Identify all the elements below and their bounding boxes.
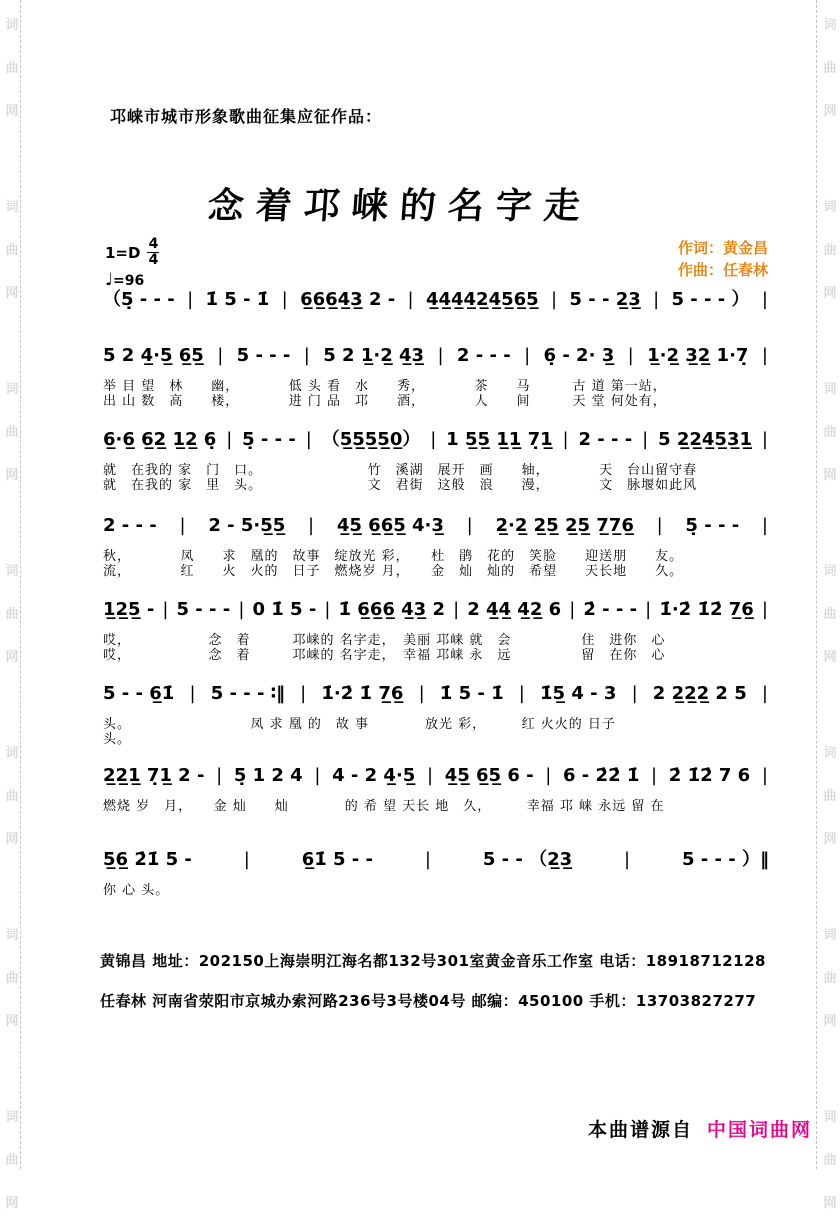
barline: | xyxy=(761,515,768,536)
watermark-char: 网 xyxy=(823,104,837,119)
measure: 5 2̲2̲4̲5̲3̲1̲ xyxy=(658,429,752,450)
barline: | xyxy=(651,765,658,786)
watermark-char: 曲 xyxy=(5,425,19,440)
measure: 1̲2̲5̲ - xyxy=(103,599,155,620)
watermark-text xyxy=(821,1096,839,1225)
measure: 2 - - - xyxy=(456,345,511,366)
watermark-char: 网 xyxy=(5,1196,19,1211)
measure: 5̣ 1 2 4 xyxy=(233,765,303,786)
lyricist-credit: 作词：黄金昌 xyxy=(677,239,768,257)
watermark-char: 词 xyxy=(5,1110,19,1125)
barline: | xyxy=(187,289,194,310)
source-attribution xyxy=(588,1115,812,1142)
barline: | xyxy=(761,683,768,704)
barline: | xyxy=(418,683,425,704)
measure: 1̇·2̇ 1̇ 7̲6̲ xyxy=(321,683,404,704)
watermark-char: 词 xyxy=(5,564,19,579)
time-signature xyxy=(147,238,159,267)
barline: | xyxy=(624,849,631,870)
barline: | xyxy=(645,599,652,620)
time-signature-bottom: 4 xyxy=(148,252,159,268)
barline: | xyxy=(407,289,414,310)
watermark-text xyxy=(821,4,839,133)
measure: 5 - - 6̲1̇ xyxy=(103,683,175,704)
lyrics-line: 就 在我的 家 门 口。 竹 溪湖 展开 画 轴， 天 台山留守春 xyxy=(103,463,698,478)
watermark-char: 曲 xyxy=(823,1153,837,1168)
barline: | xyxy=(761,599,768,620)
barline: | xyxy=(761,345,768,366)
measure: 1̇5̲ 4 - 3 xyxy=(540,683,617,704)
notation-line xyxy=(103,344,769,368)
lyrics-line: 哎， 念 着 邛崃的 名字走， 幸福 邛崃 永 远 留 在你 心 xyxy=(103,648,666,663)
measure: 4 - 2 4̲·5̲ xyxy=(332,765,416,786)
music-system xyxy=(103,428,769,493)
barline: | xyxy=(653,289,660,310)
barline: | xyxy=(305,429,312,450)
barline: | xyxy=(562,429,569,450)
measure: 1̇ 5 - 1̇ xyxy=(439,683,504,704)
measure: 6̲1̇ 5 - - xyxy=(301,849,374,870)
barline: | xyxy=(631,683,638,704)
watermark-char: 曲 xyxy=(5,243,19,258)
watermark-char: 曲 xyxy=(823,607,837,622)
measure: 2̇ 1̇2̇ 7 6 xyxy=(668,765,751,786)
barline: | xyxy=(314,765,321,786)
barline: | xyxy=(216,765,223,786)
composer-credit: 作曲：任春林 xyxy=(677,261,768,279)
credits-block xyxy=(678,237,768,281)
barline: | xyxy=(162,599,169,620)
watermark-column-left xyxy=(3,0,21,1211)
watermark-char: 网 xyxy=(5,832,19,847)
measure: 5̲6̲ 2̇1̇ 5 - xyxy=(103,849,192,870)
music-system xyxy=(103,288,769,312)
key-signature: 1=D xyxy=(105,243,141,262)
watermark-char: 曲 xyxy=(5,61,19,76)
watermark-column-right xyxy=(821,0,839,1211)
measure: 6̲·6̲ 6̲2̲ 1̲2̲ 6̣ xyxy=(103,429,217,450)
measure: 1̇ 6̲6̲6̲ 4̲3̲ 2 xyxy=(338,599,445,620)
watermark-char: 网 xyxy=(823,650,837,665)
lyrics-line: 就 在我的 家 里 头。 文 君街 这般 浪 漫， 文 脉堰如此风 xyxy=(103,478,698,493)
watermark-text xyxy=(821,368,839,497)
notation-line xyxy=(103,428,769,452)
barline: | xyxy=(518,683,525,704)
measure: 2 4̲4̲ 4̲2̲ 6 xyxy=(467,599,562,620)
right-dashed-border xyxy=(816,0,817,1169)
measure: 4̲4̲4̲4̲2̲4̲5̲6̲5̲ xyxy=(425,289,539,310)
watermark-text xyxy=(821,186,839,315)
watermark-char: 词 xyxy=(823,1110,837,1125)
measure: 0 1̇ 5 - xyxy=(252,599,317,620)
measure: 5 - - - ）‖ xyxy=(681,849,769,870)
measure: 1̲·2̲ 3̲2̲ 1·7̣ xyxy=(647,345,749,366)
barline: | xyxy=(300,683,307,704)
measure: 4̲5̲ 6̲6̲5̲ 4·3̲ xyxy=(336,515,444,536)
measure: 1̇·2̇ 1̇2̇ 7̲6̲ xyxy=(659,599,754,620)
watermark-char: 词 xyxy=(823,746,837,761)
watermark-text xyxy=(821,732,839,861)
watermark-char: 曲 xyxy=(5,1153,19,1168)
watermark-char: 曲 xyxy=(823,425,837,440)
music-system xyxy=(103,848,769,898)
measure: 5 - - - xyxy=(236,345,291,366)
watermark-char: 网 xyxy=(5,286,19,301)
notation-line xyxy=(103,288,769,312)
source-prefix: 本曲谱源自 xyxy=(587,1119,693,1141)
quarter-note-icon: ♩ xyxy=(105,270,114,290)
watermark-text xyxy=(3,550,21,679)
watermark-char: 网 xyxy=(823,468,837,483)
lyrics-line: 头。 xyxy=(103,732,132,747)
measure: 5̣ - - - xyxy=(685,515,740,536)
measure: 5 2 4̲·5̲ 6̲5̲ xyxy=(103,345,204,366)
watermark-char: 词 xyxy=(823,564,837,579)
barline: | xyxy=(656,515,663,536)
lyrics-line: 头。 凤 求 凰 的 故 事 放光 彩， 红 火火的 日子 xyxy=(103,717,616,732)
notation-line xyxy=(103,514,769,538)
watermark-text xyxy=(3,1096,21,1225)
measure: 2 2̲2̲2̲ 2 5 xyxy=(652,683,747,704)
measure: （5̲5̲5̲5̲0̲） xyxy=(321,429,421,450)
watermark-text xyxy=(3,732,21,861)
watermark-char: 网 xyxy=(5,650,19,665)
barline: | xyxy=(243,849,250,870)
measure: 5 - - - ） xyxy=(671,289,750,310)
watermark-char: 词 xyxy=(5,18,19,33)
lyrics-line: 哎， 念 着 邛崃的 名字走， 美丽 邛崃 就 会 住 进你 心 xyxy=(103,633,666,648)
barline: | xyxy=(545,765,552,786)
watermark-text xyxy=(821,550,839,679)
barline: | xyxy=(761,429,768,450)
watermark-char: 曲 xyxy=(5,971,19,986)
watermark-char: 词 xyxy=(823,18,837,33)
notation-line xyxy=(103,764,769,788)
contact-line-composer: 任春林 河南省荥阳市京城办索河路236号3号楼04号 邮编：450100 手机：13703827277 xyxy=(100,992,757,1010)
barline: | xyxy=(424,849,431,870)
watermark-char: 网 xyxy=(823,832,837,847)
measure: 2̲·2̲ 2̲5̲ 2̲5̲ 7̲7̲6̲ xyxy=(495,515,634,536)
measure: 1̇ 5 - 1̇ xyxy=(205,289,270,310)
barline: | xyxy=(226,429,233,450)
lyrics-line: 出 山 数 高 楼， 进 门 品 邛 酒， 人 间 天 堂 何处有， xyxy=(103,394,667,409)
measure: 4̲5̲ 6̲5̲ 6 - xyxy=(444,765,534,786)
key-signature-block xyxy=(105,238,159,290)
watermark-text xyxy=(821,914,839,1043)
watermark-char: 网 xyxy=(5,104,19,119)
measure: 6̲6̲6̲4̲3̲ 2 - xyxy=(300,289,396,310)
source-site-name: 中国词曲网 xyxy=(706,1119,812,1141)
barline: | xyxy=(430,429,437,450)
barline: | xyxy=(761,289,768,310)
measure: 5 - - （2̲3̲ xyxy=(482,849,573,870)
barline: | xyxy=(281,289,288,310)
watermark-char: 曲 xyxy=(5,607,19,622)
measure: 5̣ - - - xyxy=(242,429,296,450)
music-system xyxy=(103,682,769,747)
barline: | xyxy=(324,599,331,620)
watermark-text xyxy=(3,4,21,133)
barline: | xyxy=(303,345,310,366)
submission-note: 邛崃市城市形象歌曲征集应征作品： xyxy=(110,107,383,126)
watermark-char: 网 xyxy=(823,286,837,301)
watermark-text xyxy=(3,368,21,497)
watermark-char: 词 xyxy=(823,928,837,943)
watermark-char: 网 xyxy=(5,468,19,483)
music-system xyxy=(103,514,769,579)
barline: | xyxy=(569,599,576,620)
measure: 1 5̲5̲ 1̲1̲ 7̣1̲ xyxy=(446,429,553,450)
barline: | xyxy=(761,765,768,786)
watermark-char: 曲 xyxy=(823,61,837,76)
measure: 2̲2̲1̲ 7̣1̲ 2 - xyxy=(103,765,205,786)
barline: | xyxy=(627,345,634,366)
notation-line xyxy=(103,598,769,622)
notation-line xyxy=(103,682,769,706)
music-system xyxy=(103,764,769,814)
measure: 2̇ - - - xyxy=(583,599,638,620)
watermark-char: 词 xyxy=(5,746,19,761)
barline: | xyxy=(189,683,196,704)
measure: 2 - - - xyxy=(578,429,633,450)
page-title: 念着邛崃的名字走 xyxy=(206,186,594,227)
barline: | xyxy=(308,515,315,536)
lyrics-line: 你 心 头。 xyxy=(103,883,170,898)
barline: | xyxy=(437,345,444,366)
watermark-char: 词 xyxy=(5,200,19,215)
music-system xyxy=(103,344,769,409)
measure: 6̣ - 2· 3̲ xyxy=(543,345,615,366)
measure: 6 - 2̇2̇ 1̇ xyxy=(563,765,640,786)
measure: （5̣ - - - xyxy=(103,289,175,310)
lyrics-line: 举 目 望 林 幽， 低 头 看 水 秀， 茶 马 古 道 第一站， xyxy=(103,379,667,394)
watermark-char: 网 xyxy=(823,1196,837,1211)
barline: | xyxy=(426,765,434,786)
watermark-char: 词 xyxy=(5,928,19,943)
watermark-char: 曲 xyxy=(823,789,837,804)
watermark-char: 曲 xyxy=(5,789,19,804)
watermark-text xyxy=(3,914,21,1043)
lyrics-line: 秋， 凤 求 凰的 故事 绽放光 彩， 杜 鹃 花的 笑脸 迎送朋 友。 xyxy=(103,549,684,564)
tempo-value: =96 xyxy=(113,273,145,289)
lyrics-line: 燃烧 岁 月， 金 灿 灿 的 希 望 天长 地 久， 幸福 邛 崃 永远 留 在 xyxy=(103,799,665,814)
barline: | xyxy=(551,289,558,310)
measure: 2 - 5·5̲5̲ xyxy=(208,515,286,536)
lyrics-line: 流， 红 火 火的 日子 燃烧岁 月， 金 灿 灿的 希望 天长地 久。 xyxy=(103,564,684,579)
watermark-char: 词 xyxy=(823,382,837,397)
measure: 5 - - - ∶‖ xyxy=(210,683,286,704)
measure: 2 - - - xyxy=(103,515,157,536)
barline: | xyxy=(642,429,649,450)
measure: 5 2 1̲·2̲ 4̲3̲ xyxy=(323,345,425,366)
notation-line xyxy=(103,848,769,872)
barline: | xyxy=(453,599,460,620)
watermark-char: 网 xyxy=(5,1014,19,1029)
time-signature-top: 4 xyxy=(148,236,159,252)
barline: | xyxy=(179,515,186,536)
watermark-char: 曲 xyxy=(823,971,837,986)
music-system xyxy=(103,598,769,663)
barline: | xyxy=(238,599,245,620)
measure: 5 - - 2̲3̲ xyxy=(569,289,641,310)
measure: 5 - - - xyxy=(176,599,231,620)
tempo-marking xyxy=(105,270,159,290)
watermark-char: 网 xyxy=(823,1014,837,1029)
watermark-char: 词 xyxy=(823,200,837,215)
barline: | xyxy=(217,345,224,366)
barline: | xyxy=(466,515,473,536)
watermark-char: 词 xyxy=(5,382,19,397)
barline: | xyxy=(524,345,531,366)
contact-line-lyricist: 黄锦昌 地址：202150上海崇明江海名都132号301室黄金音乐工作室 电话：18918712128 xyxy=(100,952,766,970)
watermark-char: 曲 xyxy=(823,243,837,258)
